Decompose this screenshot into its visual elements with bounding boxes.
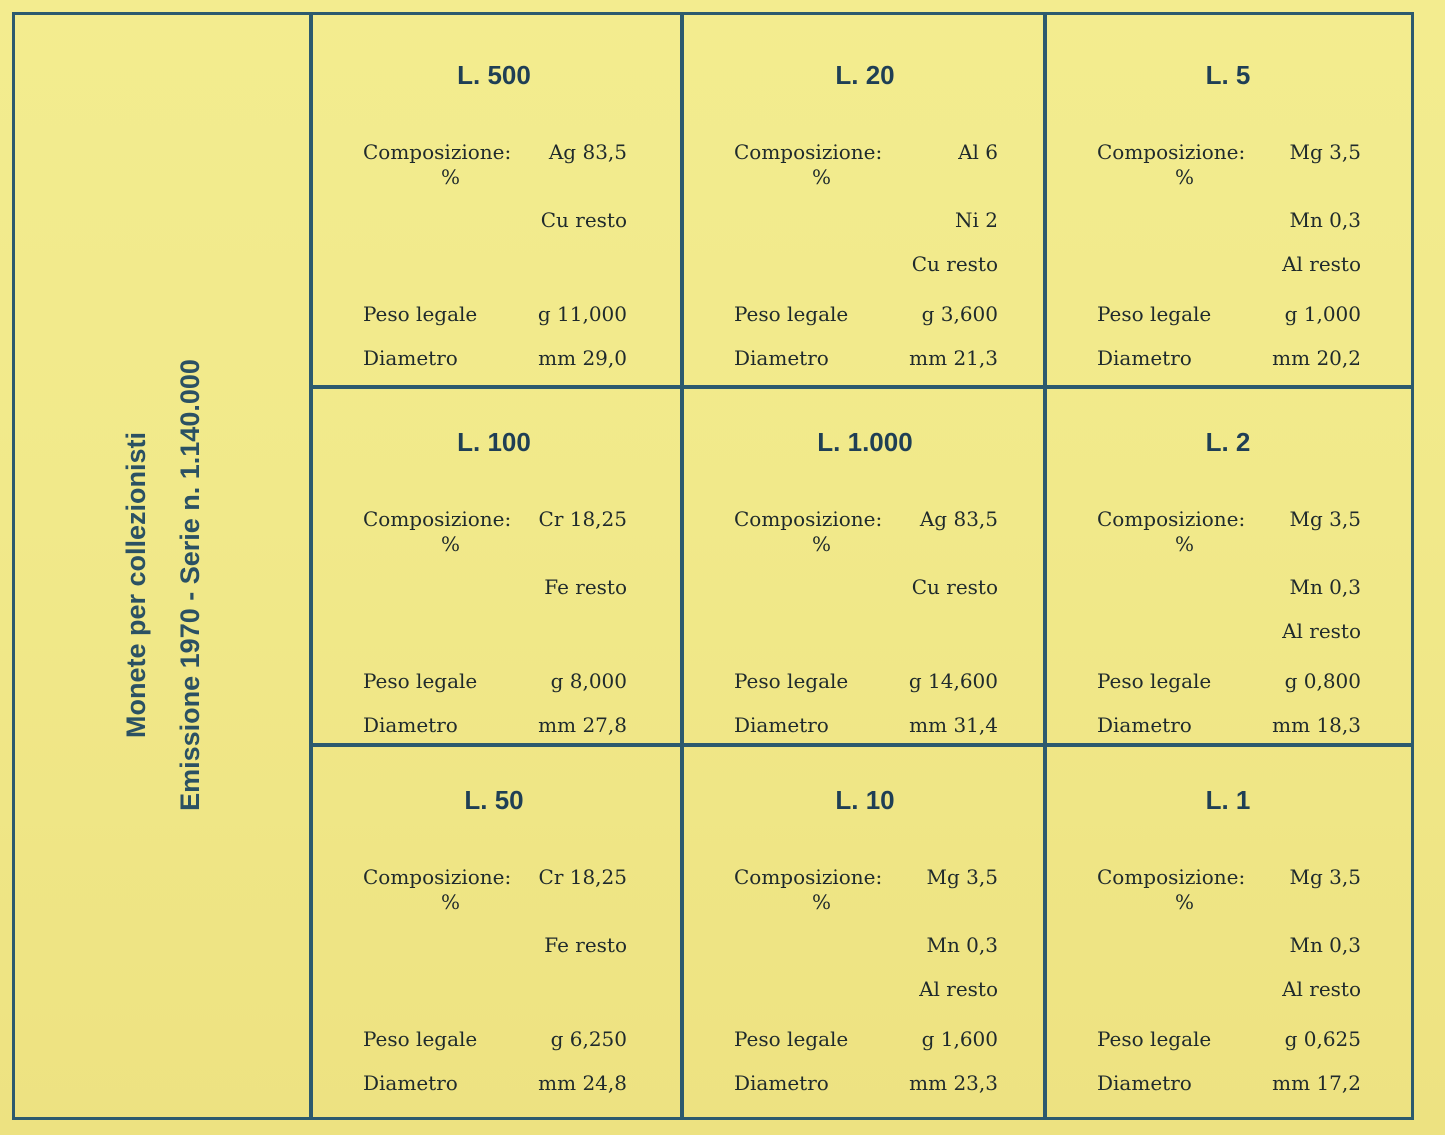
weight-label: Peso legale (1097, 669, 1212, 693)
coin-cell (313, 747, 675, 1107)
diameter-value: mm 18,3 (1272, 713, 1361, 737)
weight-label: Peso legale (1097, 302, 1212, 326)
diameter-label: Diametro (734, 1071, 829, 1095)
composition-percent-sign: % (441, 890, 461, 914)
composition-percent-sign: % (1175, 890, 1195, 914)
composition-label: Composizione: (1097, 865, 1246, 889)
composition-entry: Al resto (919, 977, 998, 1001)
weight-value: g 1,000 (1284, 302, 1361, 326)
composition-entry: Mn 0,3 (1289, 933, 1361, 957)
composition-entry: Ni 2 (955, 208, 998, 232)
composition-entry: Ag 83,5 (919, 507, 998, 531)
composition-entry: Cr 18,25 (538, 865, 627, 889)
composition-label: Composizione: (734, 865, 883, 889)
composition-entry: Ag 83,5 (548, 140, 627, 164)
coin-denomination: L. 100 (457, 427, 531, 457)
composition-entry: Al resto (1282, 977, 1361, 1001)
diameter-value: mm 17,2 (1272, 1071, 1361, 1095)
composition-label: Composizione: (734, 140, 883, 164)
coin-denomination: L. 1.000 (817, 427, 913, 457)
coin-denomination: L. 2 (1205, 427, 1251, 457)
composition-entry: Mg 3,5 (1289, 865, 1361, 889)
diameter-label: Diametro (363, 1071, 458, 1095)
diameter-value: mm 24,8 (538, 1071, 627, 1095)
composition-entry: Fe resto (544, 933, 627, 957)
composition-label: Composizione: (734, 507, 883, 531)
weight-label: Peso legale (1097, 1027, 1212, 1051)
coin-cell (1047, 22, 1409, 382)
diameter-value: mm 21,3 (909, 346, 998, 370)
composition-entry: Al 6 (958, 140, 998, 164)
diameter-value: mm 27,8 (538, 713, 627, 737)
coin-denomination: L. 20 (835, 60, 895, 90)
weight-value: g 0,800 (1284, 669, 1361, 693)
coin-cell (684, 22, 1046, 382)
coin-cell (684, 389, 1046, 749)
diameter-value: mm 31,4 (909, 713, 998, 737)
weight-label: Peso legale (363, 302, 478, 326)
diameter-label: Diametro (734, 346, 829, 370)
diameter-label: Diametro (1097, 713, 1192, 737)
composition-entry: Cu resto (540, 208, 627, 232)
weight-value: g 3,600 (921, 302, 998, 326)
composition-percent-sign: % (812, 890, 832, 914)
weight-value: g 1,600 (921, 1027, 998, 1051)
side-caption-line-1: Monete per collezionisti (121, 431, 151, 739)
composition-label: Composizione: (1097, 507, 1246, 531)
weight-label: Peso legale (734, 669, 849, 693)
coin-cell (1047, 747, 1409, 1107)
coin-cell (313, 389, 675, 749)
weight-value: g 0,625 (1284, 1027, 1361, 1051)
coin-cell (684, 747, 1046, 1107)
composition-percent-sign: % (1175, 165, 1195, 189)
diameter-label: Diametro (1097, 346, 1192, 370)
weight-value: g 14,600 (908, 669, 998, 693)
coin-denomination: L. 1 (1205, 785, 1251, 815)
diameter-value: mm 20,2 (1272, 346, 1361, 370)
coin-denomination: L. 500 (457, 60, 531, 90)
composition-entry: Mn 0,3 (1289, 575, 1361, 599)
weight-label: Peso legale (734, 1027, 849, 1051)
composition-percent-sign: % (1175, 532, 1195, 556)
weight-label: Peso legale (734, 302, 849, 326)
composition-entry: Mn 0,3 (1289, 208, 1361, 232)
composition-entry: Mg 3,5 (1289, 507, 1361, 531)
coin-cell (313, 22, 675, 382)
composition-entry: Fe resto (544, 575, 627, 599)
diameter-label: Diametro (1097, 1071, 1192, 1095)
composition-entry: Mg 3,5 (926, 865, 998, 889)
composition-entry: Al resto (1282, 252, 1361, 276)
composition-percent-sign: % (441, 165, 461, 189)
diameter-value: mm 29,0 (538, 346, 627, 370)
composition-entry: Mg 3,5 (1289, 140, 1361, 164)
coin-cell (1047, 389, 1409, 749)
side-panel (15, 15, 311, 1117)
weight-label: Peso legale (363, 1027, 478, 1051)
side-caption-line-2: Emissione 1970 - Serie n. 1.140.000 (175, 359, 205, 811)
composition-label: Composizione: (363, 507, 512, 531)
composition-percent-sign: % (812, 165, 832, 189)
composition-percent-sign: % (812, 532, 832, 556)
diameter-label: Diametro (363, 346, 458, 370)
weight-value: g 8,000 (550, 669, 627, 693)
composition-entry: Mn 0,3 (926, 933, 998, 957)
composition-label: Composizione: (363, 140, 512, 164)
coin-denomination: L. 5 (1205, 60, 1251, 90)
diameter-label: Diametro (363, 713, 458, 737)
diameter-label: Diametro (734, 713, 829, 737)
composition-entry: Cr 18,25 (538, 507, 627, 531)
composition-label: Composizione: (1097, 140, 1246, 164)
diameter-value: mm 23,3 (909, 1071, 998, 1095)
side-caption (109, 359, 217, 811)
weight-label: Peso legale (363, 669, 478, 693)
composition-entry: Cu resto (911, 252, 998, 276)
weight-value: g 6,250 (550, 1027, 627, 1051)
composition-entry: Al resto (1282, 619, 1361, 643)
composition-label: Composizione: (363, 865, 512, 889)
coin-denomination: L. 10 (835, 785, 895, 815)
weight-value: g 11,000 (537, 302, 627, 326)
composition-entry: Cu resto (911, 575, 998, 599)
coin-denomination: L. 50 (464, 785, 524, 815)
composition-percent-sign: % (441, 532, 461, 556)
